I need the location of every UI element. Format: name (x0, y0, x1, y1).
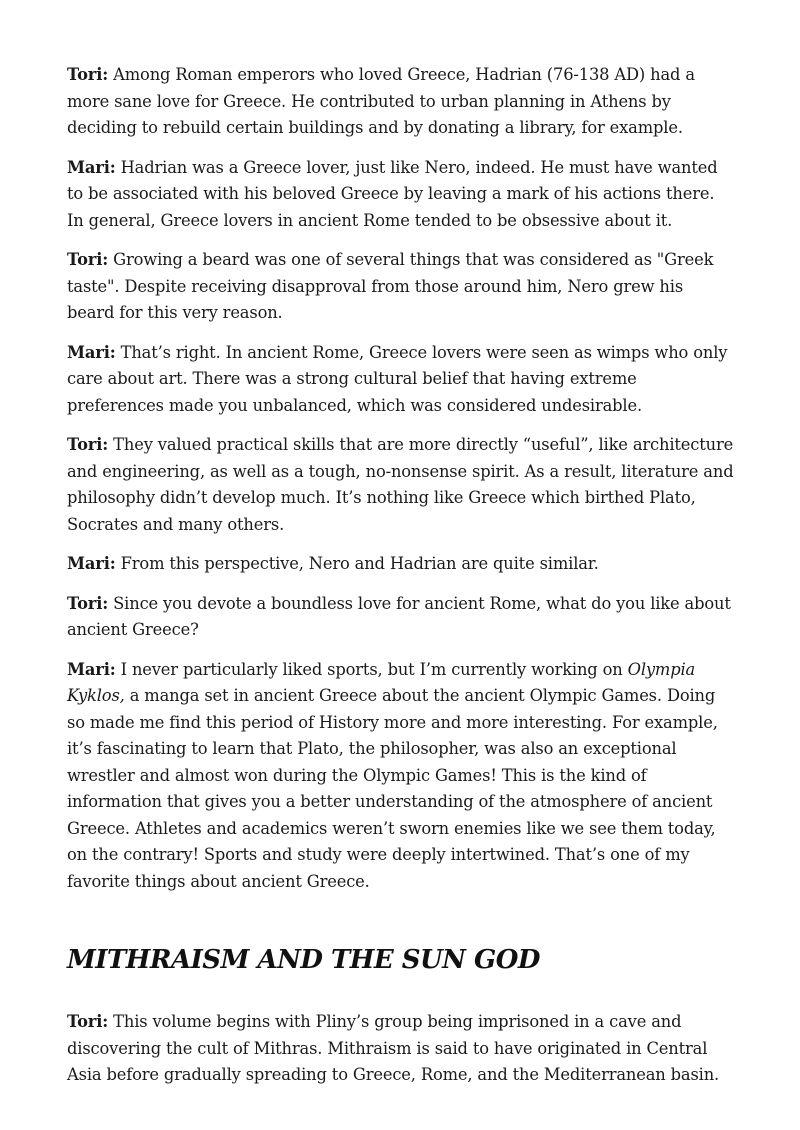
dialogue-text: Growing a beard was one of several things that was considered as "Greek taste". Despite receiving disapproval from those around him, Nero grew his beard for this very reason. (67, 250, 714, 322)
speaker-name: Tori: (67, 65, 109, 84)
dialogue-paragraph (67, 247, 735, 327)
speaker-name: Mari: (67, 342, 116, 362)
speaker-name: Mari: (67, 659, 116, 679)
dialogue-text: Hadrian was a Greece lover, just like Nero, indeed. He must have wanted to be associated with his beloved Greece by leaving a mark of his actions there. In general, Greece lovers in ancient Rome tended to be obsessive about it. (67, 157, 718, 230)
speaker-name: Tori: (67, 435, 109, 454)
dialogue-text: Since you devote a boundless love for ancient Rome, what do you like about ancient Greece? (67, 593, 731, 639)
dialogue-text: I never particularly liked sports, but I’m currently working on (115, 659, 628, 679)
dialogue-paragraph (67, 1009, 735, 1089)
document-page (67, 62, 735, 1102)
speaker-name: Mari: (67, 157, 116, 177)
dialogue-text: That’s right. In ancient Rome, Greece lovers were seen as wimps who only care about art. There was a strong cultural belief that having extreme preferences made you unbalanced, which was considered undesirable. (67, 342, 728, 415)
speaker-name: Mari: (67, 554, 116, 573)
speaker-name: Tori: (67, 593, 109, 613)
dialogue-text: a manga set in ancient Greece about the ancient Olympic Games. Doing so made me find this period of History more and more interesting. For example, it’s fascinating to learn that Plato, the philosopher, was also an exceptional wrestler and almost won during the Olympic Games! This is the kind of information that gives you a better understanding of the atmosphere of ancient Greece. Athletes and academics weren’t sworn enemies like we see them today, on the contrary! Sports and study were deeply intertwined. That’s one of my favorite things about ancient Greece. (67, 686, 718, 891)
dialogue-text: They valued practical skills that are more directly “useful”, like architecture and engineering, as well as a tough, no-nonsense spirit. As a result, literature and philosophy didn’t develop much. It’s nothing like Greece which birthed Plato, Socrates and many others. (67, 435, 734, 534)
speaker-name: Tori: (67, 1012, 109, 1031)
speaker-name: Tori: (67, 250, 109, 269)
dialogue-paragraph (67, 591, 735, 644)
dialogue-paragraph (67, 432, 735, 538)
dialogue-paragraph (67, 551, 735, 578)
dialogue-text: From this perspective, Nero and Hadrian are quite similar. (115, 554, 599, 573)
dialogue-paragraph (67, 340, 735, 420)
section-heading: MITHRAISM AND THE SUN GOD (67, 945, 540, 975)
dialogue-text: Among Roman emperors who loved Greece, Hadrian (76-138 AD) had a more sane love for Greece. He contributed to urban planning in Athens by deciding to rebuild certain buildings and by donating a library, for example. (67, 65, 695, 137)
dialogue-paragraph (67, 155, 735, 235)
dialogue-paragraph (67, 62, 735, 142)
manga-title: Olympia Kyklos, (67, 659, 696, 705)
dialogue-text: This volume begins with Pliny’s group being imprisoned in a cave and discovering the cult of Mithras. Mithraism is said to have originated in Central Asia before gradually spreading to Greece, Rome, and the Mediterranean basin. (67, 1012, 720, 1084)
dialogue-paragraph-olympia (67, 657, 735, 896)
